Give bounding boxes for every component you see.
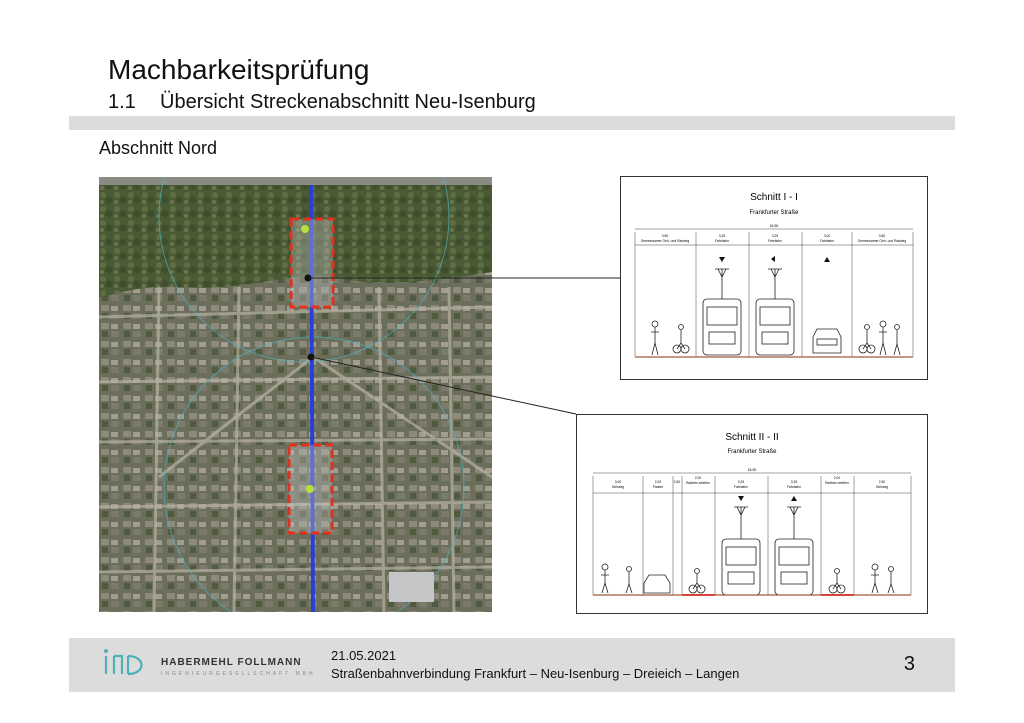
pantograph-icon [715, 269, 729, 299]
pedestrian-icon [652, 321, 658, 327]
lane-label: Radfahr-streifen [825, 481, 849, 485]
pantograph-icon [768, 269, 782, 299]
subtitle-number: 1.1 [108, 91, 136, 113]
pedestrian-icon [880, 321, 886, 327]
direction-arrow-down-icon [719, 257, 725, 262]
company-logo-subtext: INGENIEURGESELLSCHAFT MBH [161, 671, 316, 677]
section-label: Abschnitt Nord [99, 138, 218, 158]
cross-section-panel-1 [620, 176, 928, 380]
lane-label: Gehweg [611, 485, 625, 489]
lane-label: Fahrbahn [733, 485, 749, 489]
pedestrian-icon [602, 564, 608, 570]
footer-bar [69, 638, 955, 692]
lane-label: Gehweg [875, 485, 889, 489]
footer-date: 21.05.2021 [331, 648, 397, 663]
direction-arrow-left-icon [771, 256, 775, 262]
lane-width: 2,50 [878, 480, 886, 484]
cross-section-street: Frankfurter Straße [727, 449, 777, 455]
pedestrian-icon [889, 567, 894, 572]
pedestrian-icon [872, 564, 878, 570]
cross-section-drawing-2 [577, 415, 927, 613]
pedestrian-icon [627, 567, 632, 572]
lane-width: 3,25 [790, 480, 798, 484]
direction-arrow-up-icon [791, 496, 797, 501]
company-logo [161, 657, 316, 677]
lane-width: 0,50 [673, 480, 681, 484]
lane-label: Fahrbahn [767, 239, 783, 243]
cross-section-title: Schnitt I - I [750, 192, 798, 203]
tram-icon [722, 539, 760, 595]
lane-width: 3,25 [737, 480, 745, 484]
lane-width: 3,50 [878, 234, 886, 238]
cross-section-panel-2 [576, 414, 928, 614]
parked-car-icon [644, 575, 670, 593]
lane-label: Fahrbahn [714, 239, 730, 243]
total-width: 18,50 [747, 468, 757, 472]
cyclist-icon [695, 569, 700, 574]
lane-width: 2,00 [654, 480, 662, 484]
lane-label: Fahrbahn [819, 239, 835, 243]
lane-width: 2,00 [694, 476, 702, 480]
page-title: Machbarkeitsprüfung [108, 54, 370, 85]
lane-width: 3,25 [771, 234, 779, 238]
lane-label: Gemeinsamer Geh- und Radweg [640, 239, 690, 243]
pantograph-icon [787, 507, 801, 539]
footer-project-title: Straßenbahnverbindung Frankfurt – Neu-Isenburg – Dreieich – Langen [331, 666, 740, 681]
iid-logo-icon [102, 648, 156, 682]
cyclist-icon [835, 569, 840, 574]
cyclist-icon [679, 325, 684, 330]
cross-section-street: Frankfurter Straße [749, 210, 799, 216]
lane-width: 3,00 [823, 234, 831, 238]
company-logo-text: HABERMEHL FOLLMANN [161, 657, 302, 668]
lane-label: Parken [652, 485, 664, 489]
lane-label: Radfahr-streifen [686, 481, 710, 485]
page-number: 3 [903, 653, 915, 675]
total-width: 16,50 [769, 224, 779, 228]
direction-arrow-up-icon [824, 257, 830, 262]
pedestrian-icon [895, 325, 900, 330]
lane-width: 3,50 [661, 234, 669, 238]
lane-width: 3,00 [614, 480, 622, 484]
tram-icon [775, 539, 813, 595]
direction-arrow-down-icon [738, 496, 744, 501]
lane-width: 3,25 [718, 234, 726, 238]
lane-width: 2,00 [833, 476, 841, 480]
cyclist-icon [865, 325, 870, 330]
lane-label: Fahrbahn [786, 485, 802, 489]
lane-label: Gemeinsamer Geh- und Radweg [857, 239, 907, 243]
cross-section-drawing-1 [621, 177, 927, 379]
cross-section-title: Schnitt II - II [725, 432, 779, 443]
subtitle-text: Übersicht Streckenabschnitt Neu-Isenburg [160, 91, 536, 113]
pantograph-icon [734, 507, 748, 539]
